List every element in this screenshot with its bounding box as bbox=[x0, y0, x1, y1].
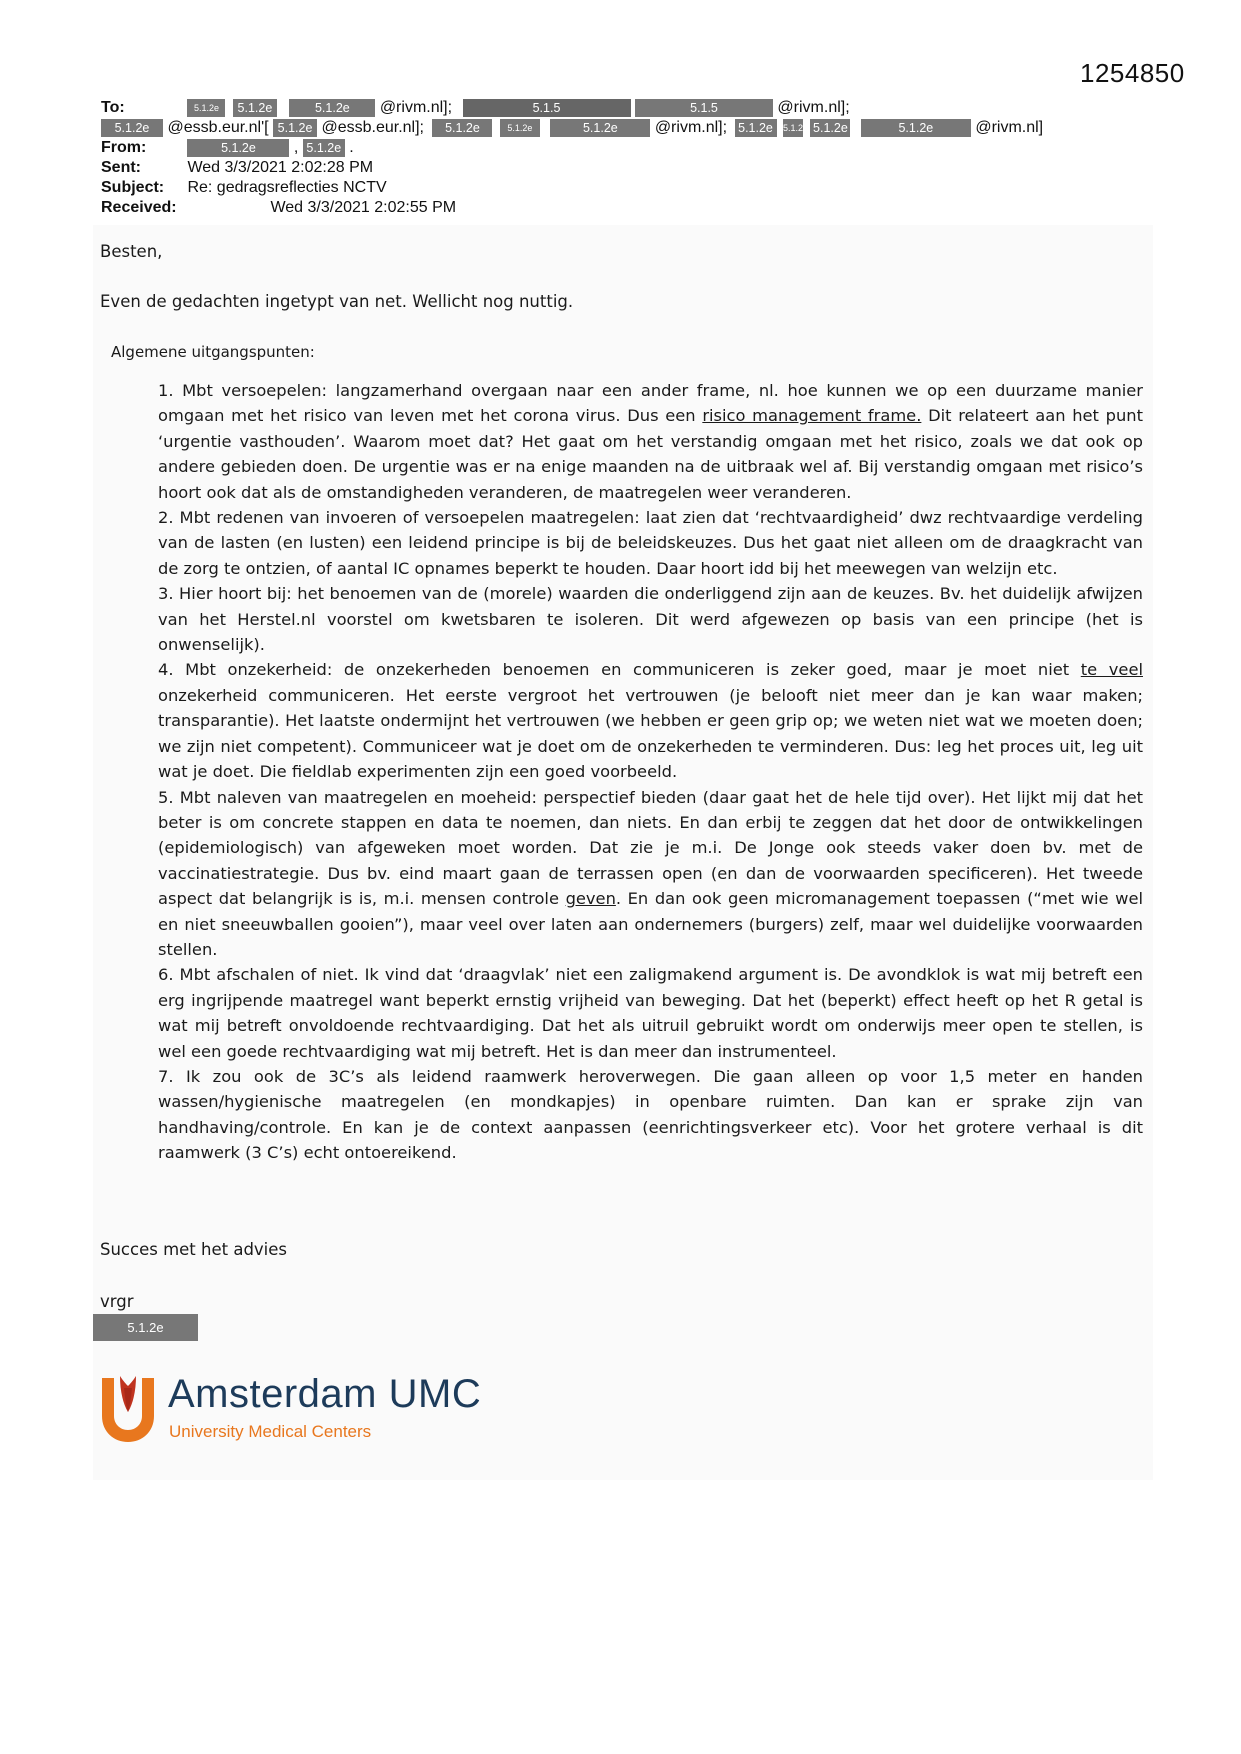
underlined-text: te veel bbox=[1080, 660, 1143, 680]
underlined-text: risico management frame. bbox=[702, 406, 922, 426]
received-value: Wed 3/3/2021 2:02:55 PM bbox=[270, 199, 457, 216]
intro-text: Even de gedachten ingetypt van net. Wellicht nog nuttig. bbox=[100, 292, 574, 311]
logo-name: Amsterdam UMC bbox=[168, 1372, 482, 1416]
list-item: 2. Mbt redenen van invoeren of versoepelen maatregelen: laat zien dat ‘rechtvaardigheid’ dwz rechtvaardige verdeling van de lasten (en lusten) een leidend principe is bij de beleidskeuzes. Dus het gaat niet alleen om de draagkracht van de zorg te ontzien, of aantal IC opnames beperkt te houden. Daar hoort idd bij het meewegen van welzijn etc. bbox=[158, 508, 1143, 578]
list-item: 5. Mbt naleven van maatregelen en moeheid: perspectief bieden (daar gaat het de hele tijd over). Het lijkt mij dat het beter is om concrete stappen en data te noemen, dan niets. En dan erbij te zeggen dat het door de ontwikkelingen (epidemiologisch) van afgeweken moet worden. Dat zie je m.i. De Jonge ook steeds vaker doen bv. met de vaccinatiestrategie. Dus bv. eind maart gaan de terrassen open (en dan de voorwaarden specificeren). Het tweede aspect dat belangrijk is is, m.i. mensen controle geven. En dan ook geen micromanagement toepassen (“met wie wel en niet sneeuwballen gooien”), maar veel over laten aan ondernemers (burgers) zelf, maar wel duidelijke voorwaarden stellen. bbox=[158, 787, 1143, 959]
list-item: 7. Ik zou ook de 3C’s als leidend raamwerk heroverwegen. Die gaan alleen op voor 1,5 meter en handen wassen/hygienische maatregelen (en mondkapjes) in openbare ruimten. Dan kan er sprake zijn van handhaving/controle. En kan je de context aanpassen (eenrichtingsverkeer etc). Voor het grotere verhaal is dit raamwerk (3 C’s) echt ontoereikend. bbox=[158, 1066, 1143, 1163]
list-item: 6. Mbt afschalen of niet. Ik vind dat ‘draagvlak’ niet een zaligmakend argument is. De avondklok is wat mij betreft een erg ingrijpende maatregel want beperkt ernstig vrijheid van beweging. Dat het (beperkt) effect heeft op het R getal is wat mij betreft onvoldoende rechtvaardiging. Dat het als uitruil gebruikt wordt om onderwijs meer open te stellen, is wel een goede rechtvaardiging wat mij betreft. Het is dan meer dan instrumenteel. bbox=[158, 965, 1143, 1061]
redaction: 5.1.2e bbox=[861, 119, 971, 137]
sent-value: Wed 3/3/2021 2:02:28 PM bbox=[187, 159, 374, 176]
redaction: 5.1.2e bbox=[101, 119, 163, 137]
redaction: 5.1.2e bbox=[810, 119, 850, 137]
document-id: 1254850 bbox=[1080, 58, 1185, 88]
redaction: 5.1.2e bbox=[187, 99, 225, 117]
redaction: 5.1.5 bbox=[635, 99, 773, 117]
redaction: 5.1.2e bbox=[273, 119, 317, 137]
redaction: 5.1.2e bbox=[550, 119, 650, 137]
to-label: To: bbox=[101, 99, 125, 117]
logo-subtitle: University Medical Centers bbox=[169, 1422, 372, 1441]
email-sent-line bbox=[101, 159, 373, 177]
signoff-text: vrgr bbox=[100, 1292, 134, 1311]
redaction: 5.1.2e bbox=[289, 99, 375, 117]
redaction: 5.1.2e bbox=[432, 119, 492, 137]
received-label: Received: bbox=[101, 199, 177, 216]
email-domain: @essb.eur.nl]; bbox=[321, 119, 424, 137]
subject-value: Re: gedragsreflecties NCTV bbox=[187, 179, 387, 196]
redaction: 5.1.2e bbox=[783, 119, 803, 137]
underlined-text: geven bbox=[565, 889, 616, 909]
email-to-line-2 bbox=[101, 119, 1043, 137]
email-domain: @rivm.nl]; bbox=[777, 99, 850, 117]
redaction: 5.1.5 bbox=[463, 99, 631, 117]
email-domain: @rivm.nl]; bbox=[379, 99, 453, 117]
email-subject-line bbox=[101, 179, 387, 197]
from-label: From: bbox=[101, 139, 147, 157]
redaction: 5.1.2e bbox=[735, 119, 777, 137]
sent-label: Sent: bbox=[101, 159, 141, 176]
list-item: 1. Mbt versoepelen: langzamerhand overgaan naar een ander frame, nl. hoe kunnen we op een duurzame manier omgaan met het risico van leven met het corona virus. Dus een risico management frame. Dit relateert aan het punt ‘urgentie vasthouden’. Waarom moet dat? Het gaat om het verstandig omgaan met het risico, zoals we dat ook op andere gebieden doen. De urgentie was er na enige maanden na de uitbraak wel af. Bij verstandig omgaan met risico’s hoort ook dat als de omstandigheden veranderen, de maatregelen weer veranderen. bbox=[158, 381, 1143, 502]
email-received-line bbox=[101, 199, 456, 217]
subject-label: Subject: bbox=[101, 179, 165, 196]
email-to-line-1 bbox=[101, 99, 850, 117]
list-item: 4. Mbt onzekerheid: de onzekerheden benoemen en communiceren is zeker goed, maar je moet niet te veel onzekerheid communiceren. Het eerste vergroot het vertrouwen (je belooft niet meer dan je kan waar maken; transparantie). Het laatste ondermijnt het vertrouwen (we hebben er geen grip op; we weten niet wat we moeten doen; we zijn niet competent). Communiceer wat je doet om de onzekerheden te verminderen. Dus: leg het proces uit, leg uit wat je doet. Die fieldlab experimenten zijn een goed voorbeeld. bbox=[158, 660, 1143, 782]
list-item: 3. Hier hoort bij: het benoemen van de (morele) waarden die onderliggend zijn aan de keuzes. Bv. het duidelijk afwijzen van het Herstel.nl voorstel om kwetsbaren te isoleren. Dit werd afgewezen op basis van een principe (het is onwenselijk). bbox=[158, 584, 1143, 655]
redaction: 5.1.2e bbox=[500, 119, 540, 137]
redaction: 5.1.2e bbox=[303, 139, 345, 157]
email-domain: @rivm.nl] bbox=[975, 119, 1044, 137]
signature-redaction: 5.1.2e bbox=[93, 1314, 198, 1341]
tulip-logo-icon bbox=[98, 1372, 158, 1444]
points-list bbox=[158, 378, 1143, 1166]
greeting: Besten, bbox=[100, 242, 163, 261]
from-separator: , bbox=[293, 139, 299, 157]
amsterdam-umc-logo bbox=[98, 1370, 518, 1452]
notes-title: Algemene uitgangspunten: bbox=[111, 343, 315, 361]
closing-text: Succes met het advies bbox=[100, 1240, 288, 1259]
redaction: 5.1.2e bbox=[233, 99, 277, 117]
redaction: 5.1.2e bbox=[187, 139, 289, 157]
email-domain: @rivm.nl]; bbox=[654, 119, 728, 137]
email-from-line: From: 5.1.2e , 5.1.2e . bbox=[101, 139, 354, 157]
email-domain: @essb.eur.nl'[ bbox=[167, 119, 269, 137]
